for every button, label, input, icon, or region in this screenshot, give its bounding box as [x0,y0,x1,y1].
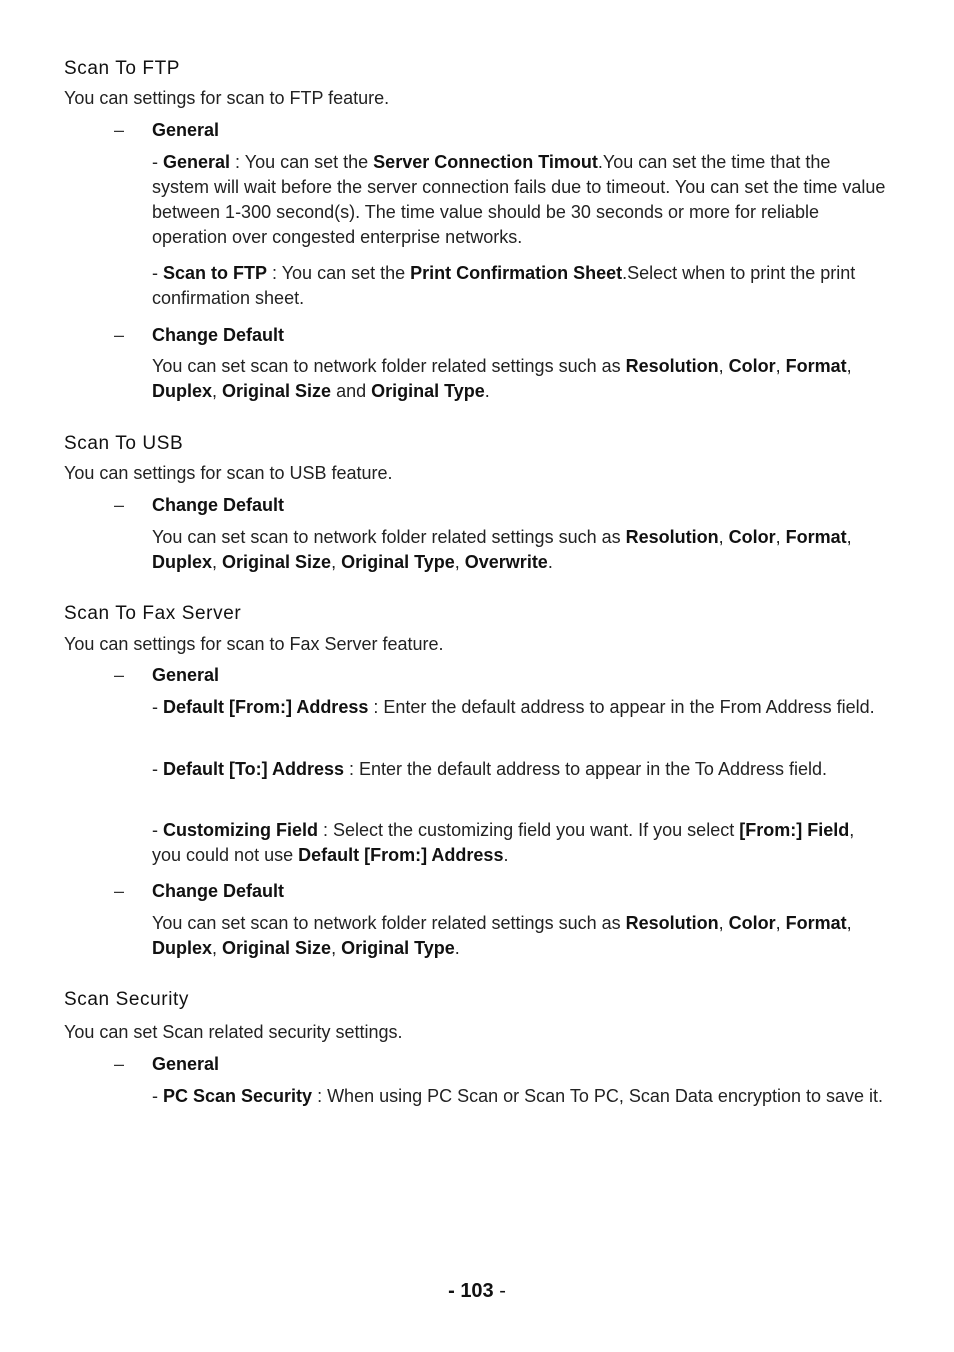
bold-term: Format [785,356,847,376]
paragraph-change-default: You can set scan to network folder related settings such as Resolution, Color, Format, Duplex, Original Size, Original Type. [152,913,852,958]
bold-term: PC Scan Security [163,1086,313,1106]
bold-term: Original Type [341,938,455,958]
dash-bullet: – [114,881,125,901]
bold-term: Original Type [341,552,455,572]
item-label: Change Default [152,881,285,901]
bold-term: Default [From:] Address [298,845,504,865]
bold-term: Duplex [152,938,213,958]
dash-bullet: – [114,495,125,515]
paragraph-default-from-address: - Default [From:] Address : Enter the default address to appear in the From Address field. [152,697,875,717]
bold-term: General [163,152,231,172]
bold-term: Original Size [222,938,332,958]
page-number-suffix: - [493,1280,506,1302]
item-label: General [152,1054,220,1074]
bold-term: Format [785,527,847,547]
item-label: General [152,120,220,140]
bold-term: Format [785,913,847,933]
bold-term: Color [728,913,776,933]
page-number-value: 103 [460,1280,494,1302]
section-intro-scan-to-fax-server: You can settings for scan to Fax Server feature. [64,634,444,654]
dash-bullet: – [114,325,125,345]
item-label: General [152,665,220,685]
paragraph-change-default: You can set scan to network folder related settings such as Resolution, Color, Format, Duplex, Original Size, Original Type, Overwrite. [152,527,852,572]
section-intro-scan-to-usb: You can settings for scan to USB feature. [64,463,393,483]
bold-term: Default [From:] Address [163,697,369,717]
dash-bullet: – [114,665,125,685]
bold-term: Color [728,356,776,376]
section-title-scan-to-usb: Scan To USB [64,433,184,454]
bold-term: Server Connection Timout [373,152,598,172]
bold-term: Default [To:] Address [163,759,345,779]
dash-bullet: – [114,1054,125,1074]
bold-term: Resolution [625,356,719,376]
bold-term: Duplex [152,381,213,401]
item-label: Change Default [152,495,285,515]
bold-term: Original Size [222,552,332,572]
paragraph-pc-scan-security: - PC Scan Security : When using PC Scan or Scan To PC, Scan Data encryption to save it. [152,1086,884,1106]
page-number-prefix: - [448,1280,461,1302]
section-title-scan-to-fax-server: Scan To Fax Server [64,603,242,624]
bold-term: Print Confirmation Sheet [410,263,623,283]
section-title-scan-security: Scan Security [64,989,190,1010]
dash-bullet: – [114,120,125,140]
bold-term: [From:] Field [739,820,850,840]
bold-term: Original Type [371,381,485,401]
bold-term: Original Size [222,381,332,401]
section-title-scan-to-ftp: Scan To FTP [64,58,181,79]
page-number [0,1280,954,1303]
bold-term: Scan to FTP [163,263,268,283]
paragraph-print-confirmation-sheet: - Scan to FTP : You can set the Print Confirmation Sheet.Select when to print the print confirmation sheet. [152,263,856,308]
bold-term: Overwrite [464,552,548,572]
item-label: Change Default [152,325,285,345]
paragraph-default-to-address: - Default [To:] Address : Enter the default address to appear in the To Address field. [152,759,827,779]
paragraph-server-connection-timeout: - General : You can set the Server Connection Timout.You can set the time that the system will wait before the server connection fails due to timeout. You can set the time value between 1-300 second(s). The time value should be 30 seconds or more for reliable operation over congested enterprise networks. [152,152,886,247]
paragraph-customizing-field: - Customizing Field : Select the customizing field you want. If you select [From:] Field, you could not use Default [From:] Address. [152,820,855,865]
section-intro-scan-to-ftp: You can settings for scan to FTP feature. [64,88,390,108]
paragraph-change-default: You can set scan to network folder related settings such as Resolution, Color, Format, Duplex, Original Size and Original Type. [152,356,852,401]
bold-term: Resolution [625,527,719,547]
section-intro-scan-security: You can set Scan related security settings. [64,1022,403,1042]
bold-term: Customizing Field [163,820,318,840]
bold-term: Color [728,527,776,547]
bold-term: Resolution [625,913,719,933]
bold-term: Duplex [152,552,213,572]
